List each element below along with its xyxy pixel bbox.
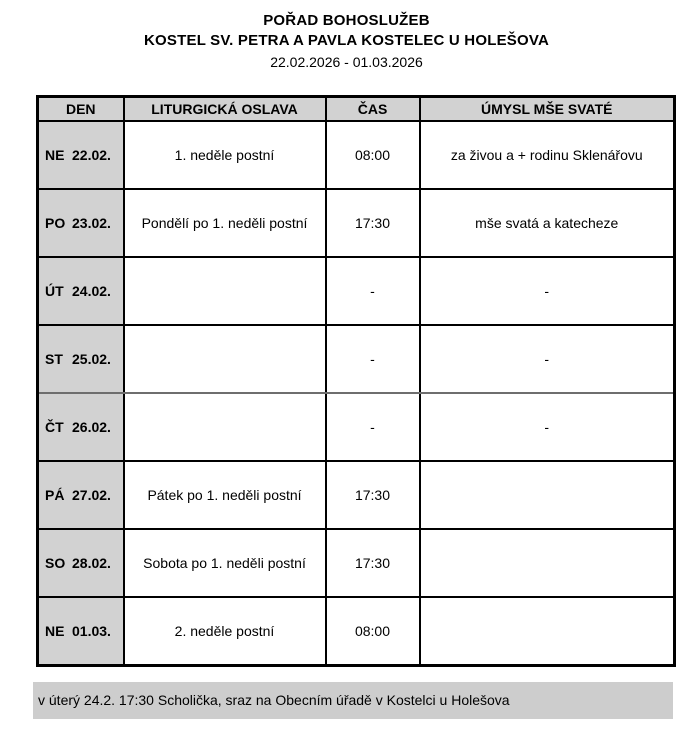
day-cell (38, 393, 124, 461)
celebration-cell: 1. neděle postní (124, 121, 326, 189)
time-cell: 17:30 (326, 189, 420, 257)
intention-cell: za živou a + rodinu Sklenářovu (420, 121, 675, 189)
day-cell (38, 529, 124, 597)
title-block (0, 0, 693, 74)
day-date: 01.03. (72, 622, 111, 639)
table-row (38, 529, 675, 597)
column-header-time: ČAS (326, 97, 420, 122)
day-cell (38, 461, 124, 529)
date-range: 22.02.2026 - 01.03.2026 (270, 54, 423, 70)
time-cell: 17:30 (326, 529, 420, 597)
celebration-cell (124, 325, 326, 393)
intention-cell: mše svatá a katecheze (420, 189, 675, 257)
time-cell: - (326, 325, 420, 393)
day-abbreviation: NE (45, 147, 65, 163)
celebration-cell: Sobota po 1. neděli postní (124, 529, 326, 597)
intention-cell: - (420, 257, 675, 325)
day-date: 26.02. (72, 419, 111, 435)
celebration-cell: 2. neděle postní (124, 597, 326, 665)
table-row (38, 597, 675, 665)
column-header-day: DEN (38, 97, 124, 122)
day-date: 23.02. (72, 215, 111, 231)
celebration-cell (124, 257, 326, 325)
time-cell: - (326, 257, 420, 325)
celebration-cell: Pátek po 1. neděli postní (124, 461, 326, 529)
day-cell (38, 597, 124, 665)
day-date: 22.02. (72, 147, 111, 163)
table-header-row (38, 97, 675, 122)
intention-cell (420, 597, 675, 665)
day-date: 27.02. (72, 487, 111, 503)
table-row (38, 325, 675, 393)
day-date: 28.02. (72, 555, 111, 571)
time-cell: 17:30 (326, 461, 420, 529)
table-row (38, 257, 675, 325)
schedule-table (36, 95, 676, 667)
day-cell (38, 189, 124, 257)
table-row (38, 461, 675, 529)
day-cell (38, 257, 124, 325)
day-abbreviation: SO (45, 555, 66, 571)
table-row (38, 393, 675, 461)
time-cell: 08:00 (326, 597, 420, 665)
intention-cell: - (420, 325, 675, 393)
intention-cell (420, 461, 675, 529)
day-abbreviation: ST (45, 351, 63, 367)
footer-note-text: v úterý 24.2. 17:30 Scholička, sraz na Obecním úřadě v Kostelci u Holešova (38, 692, 510, 708)
column-header-intention: ÚMYSL MŠE SVATÉ (420, 97, 675, 122)
celebration-cell: Pondělí po 1. neděli postní (124, 189, 326, 257)
table-row (38, 121, 675, 189)
intention-cell: - (420, 393, 675, 461)
day-date: 25.02. (72, 351, 111, 367)
day-abbreviation: NE (45, 622, 65, 639)
day-cell (38, 121, 124, 189)
table-row (38, 189, 675, 257)
day-date: 24.02. (72, 283, 111, 299)
time-cell: - (326, 393, 420, 461)
day-abbreviation: ČT (45, 419, 64, 435)
time-cell: 08:00 (326, 121, 420, 189)
page-title: POŘAD BOHOSLUŽEB (263, 12, 430, 29)
day-abbreviation: PO (45, 215, 66, 231)
day-cell (38, 325, 124, 393)
celebration-cell (124, 393, 326, 461)
day-abbreviation: ÚT (45, 283, 64, 299)
footer-note (33, 682, 673, 719)
day-abbreviation: PÁ (45, 487, 65, 503)
church-name: KOSTEL SV. PETRA A PAVLA KOSTELEC U HOLEŠOVA (144, 32, 549, 49)
column-header-celebration: LITURGICKÁ OSLAVA (124, 97, 326, 122)
intention-cell (420, 529, 675, 597)
